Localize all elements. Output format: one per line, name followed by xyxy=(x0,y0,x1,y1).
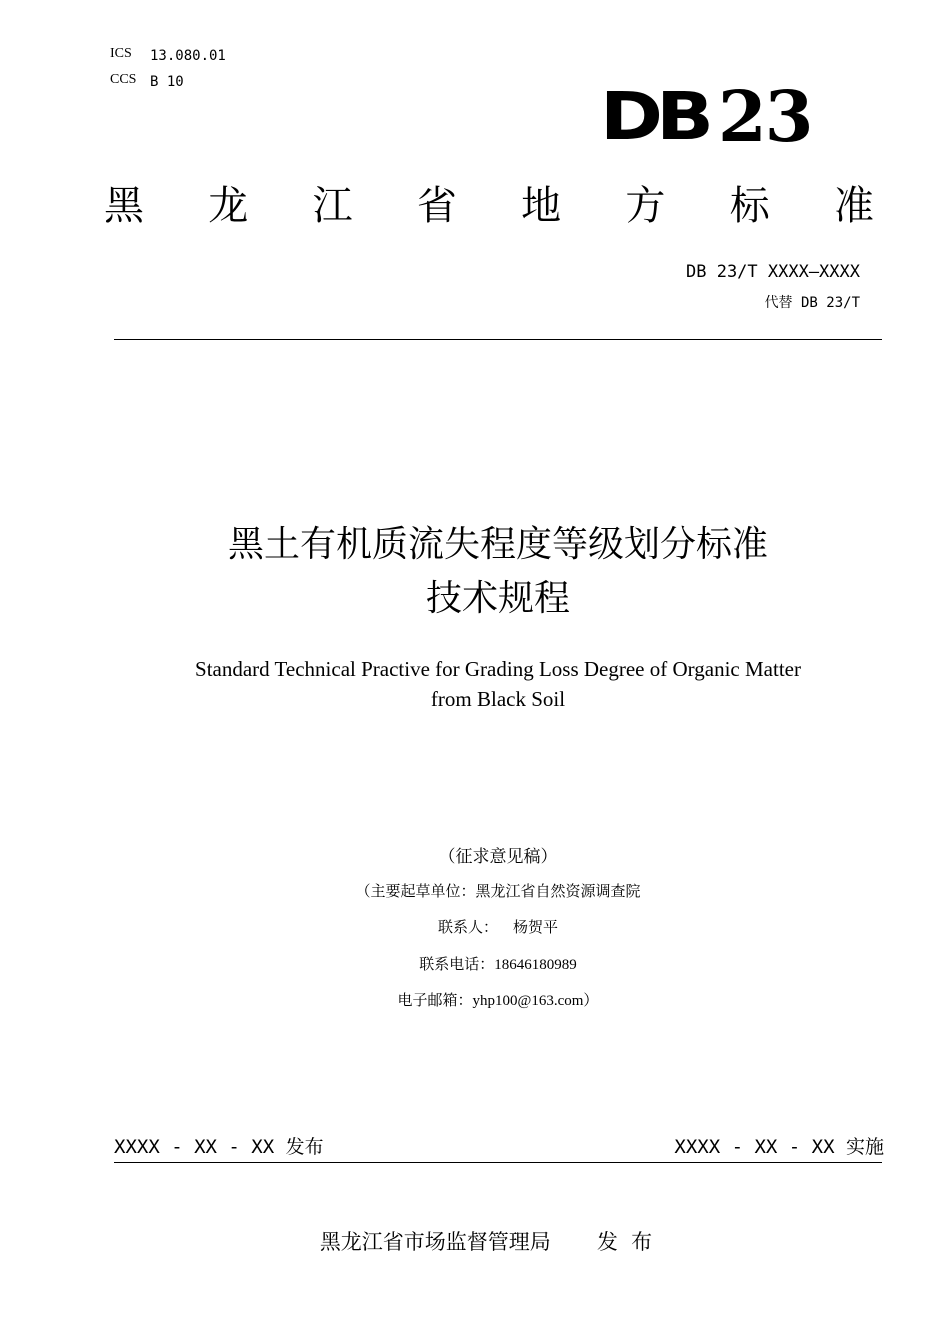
ccs-label: CCS xyxy=(110,72,137,87)
contact-phone: 联系电话：18646180989 xyxy=(419,957,577,973)
document-title-line2: 技术规程 xyxy=(425,578,570,619)
bottom-divider xyxy=(114,1162,882,1163)
issuer-line xyxy=(0,1226,950,1256)
standard-title-char: 方 xyxy=(625,183,666,229)
ics-label: ICS xyxy=(110,46,132,61)
standard-title xyxy=(104,182,874,230)
draft-status: （征求意见稿） xyxy=(438,847,558,866)
english-title xyxy=(0,654,950,714)
standard-title-char: 龙 xyxy=(208,183,249,229)
standard-number: DB 23/T XXXX—XXXX xyxy=(686,262,860,282)
drafting-unit: （主要起草单位：黑龙江省自然资源调查院 xyxy=(355,884,641,900)
ccs-value: B 10 xyxy=(150,74,184,90)
english-title-line2: from Black Soil xyxy=(430,687,566,711)
replaces-standard: 代替 DB 23/T xyxy=(764,295,860,311)
issuer-name: 黑龙江省市场监督管理局 xyxy=(319,1230,551,1254)
logo-number: 23 xyxy=(718,75,812,158)
standard-title-char: 标 xyxy=(729,183,770,229)
publish-date: XXXX - XX - XX 发布 xyxy=(114,1136,324,1158)
standard-title-char: 省 xyxy=(416,183,457,229)
standard-title-char: 黑 xyxy=(104,183,144,229)
contact-email: 电子邮箱：yhp100@163.com） xyxy=(397,993,599,1009)
document-title-line1: 黑土有机质流失程度等级划分标准 xyxy=(227,524,768,565)
logo-db-letters: DB xyxy=(600,78,708,155)
db23-logo xyxy=(600,75,812,158)
standard-title-char: 地 xyxy=(521,183,562,229)
issue-label: 发 布 xyxy=(596,1230,653,1254)
top-divider xyxy=(114,339,882,340)
english-title-line1: Standard Technical Practive for Grading Loss Degree of Organic Matter xyxy=(195,657,801,681)
implement-date: XXXX - XX - XX 实施 xyxy=(674,1136,884,1158)
document-title xyxy=(0,518,950,626)
standard-title-char: 江 xyxy=(312,183,353,229)
contact-person: 联系人： 杨贺平 xyxy=(437,920,558,936)
ics-value: 13.080.01 xyxy=(150,48,226,64)
standard-title-char: 准 xyxy=(833,183,874,229)
